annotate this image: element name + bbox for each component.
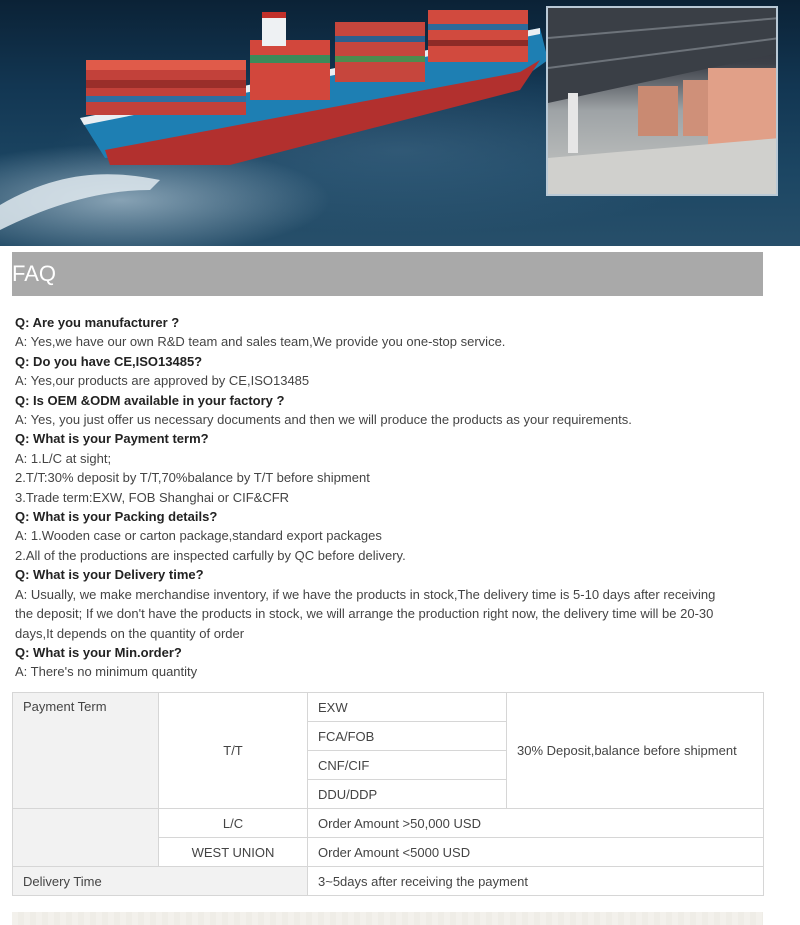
faq-title: FAQ [12, 261, 57, 286]
faq-answer: days,It depends on the quantity of order [15, 625, 245, 641]
faq-item [15, 507, 775, 565]
faq-question: Q: What is your Packing details? [15, 509, 218, 525]
lc-value: Order Amount >50,000 USD [308, 809, 764, 838]
faq-answer: 3.Trade term:EXW, FOB Shanghai or CIF&CFR [15, 489, 290, 505]
faq-answer: A: 1.L/C at sight; [15, 450, 112, 466]
faq-question: Q: What is your Min.order? [15, 644, 182, 660]
faq-answer: A: Yes, you just offer us necessary documents and then we will produce the products as your requirements. [15, 412, 632, 428]
lc-label: L/C [159, 809, 308, 838]
container-ship-image [0, 0, 560, 246]
tt-term-ddu-ddp: DDU/DDP [308, 780, 507, 809]
payment-terms-table [12, 692, 764, 896]
faq-question: Q: What is your Payment term? [15, 431, 209, 447]
faq-item [15, 352, 775, 391]
delivery-time-label: Delivery Time [13, 867, 308, 896]
faq-item [15, 643, 775, 682]
faq-answer: 2.All of the productions are inspected carfully by QC before delivery. [15, 547, 406, 563]
faq-answer: A: 1.Wooden case or carton package,standard export packages [15, 528, 382, 544]
table-row [13, 809, 764, 838]
payment-term-blank [13, 809, 159, 867]
faq-item [15, 391, 775, 430]
tt-label: T/T [159, 693, 308, 809]
tt-note: 30% Deposit,balance before shipment [507, 693, 764, 809]
hero-banner [0, 0, 800, 246]
faq-answer: the deposit; If we don't have the products in stock, we will arrange the production right now, the delivery time will be 20-30 [15, 606, 714, 622]
faq-question: Q: Do you have CE,ISO13485? [15, 353, 203, 369]
table-row [13, 693, 764, 722]
faq-answer: 2.T/T:30% deposit by T/T,70%balance by T/T before shipment [15, 470, 370, 486]
west-union-label: WEST UNION [159, 838, 308, 867]
faq-list [15, 313, 775, 682]
faq-question: Q: Is OEM &ODM available in your factory ? [15, 392, 285, 408]
warehouse-photo [546, 6, 778, 196]
faq-answer: A: Usually, we make merchandise inventory, if we have the products in stock,The delivery time is 5-10 days after receiving [15, 586, 716, 602]
faq-heading [12, 252, 763, 296]
faq-answer: A: Yes,we have our own R&D team and sales team,We provide you one-stop service. [15, 334, 506, 350]
payment-term-label: Payment Term [13, 693, 159, 809]
faq-answer: A: There's no minimum quantity [15, 664, 198, 680]
faq-answer: A: Yes,our products are approved by CE,ISO13485 [15, 373, 310, 389]
tt-term-exw: EXW [308, 693, 507, 722]
faq-item [15, 429, 775, 507]
tt-term-cnf-cif: CNF/CIF [308, 751, 507, 780]
tt-term-fca-fob: FCA/FOB [308, 722, 507, 751]
faq-item [15, 565, 775, 643]
table-row [13, 867, 764, 896]
west-union-value: Order Amount <5000 USD [308, 838, 764, 867]
faq-question: Q: What is your Delivery time? [15, 567, 204, 583]
faq-question: Q: Are you manufacturer ? [15, 315, 180, 330]
faq-item [15, 313, 775, 352]
decorative-strip [12, 912, 763, 925]
delivery-time-value: 3~5days after receiving the payment [308, 867, 764, 896]
